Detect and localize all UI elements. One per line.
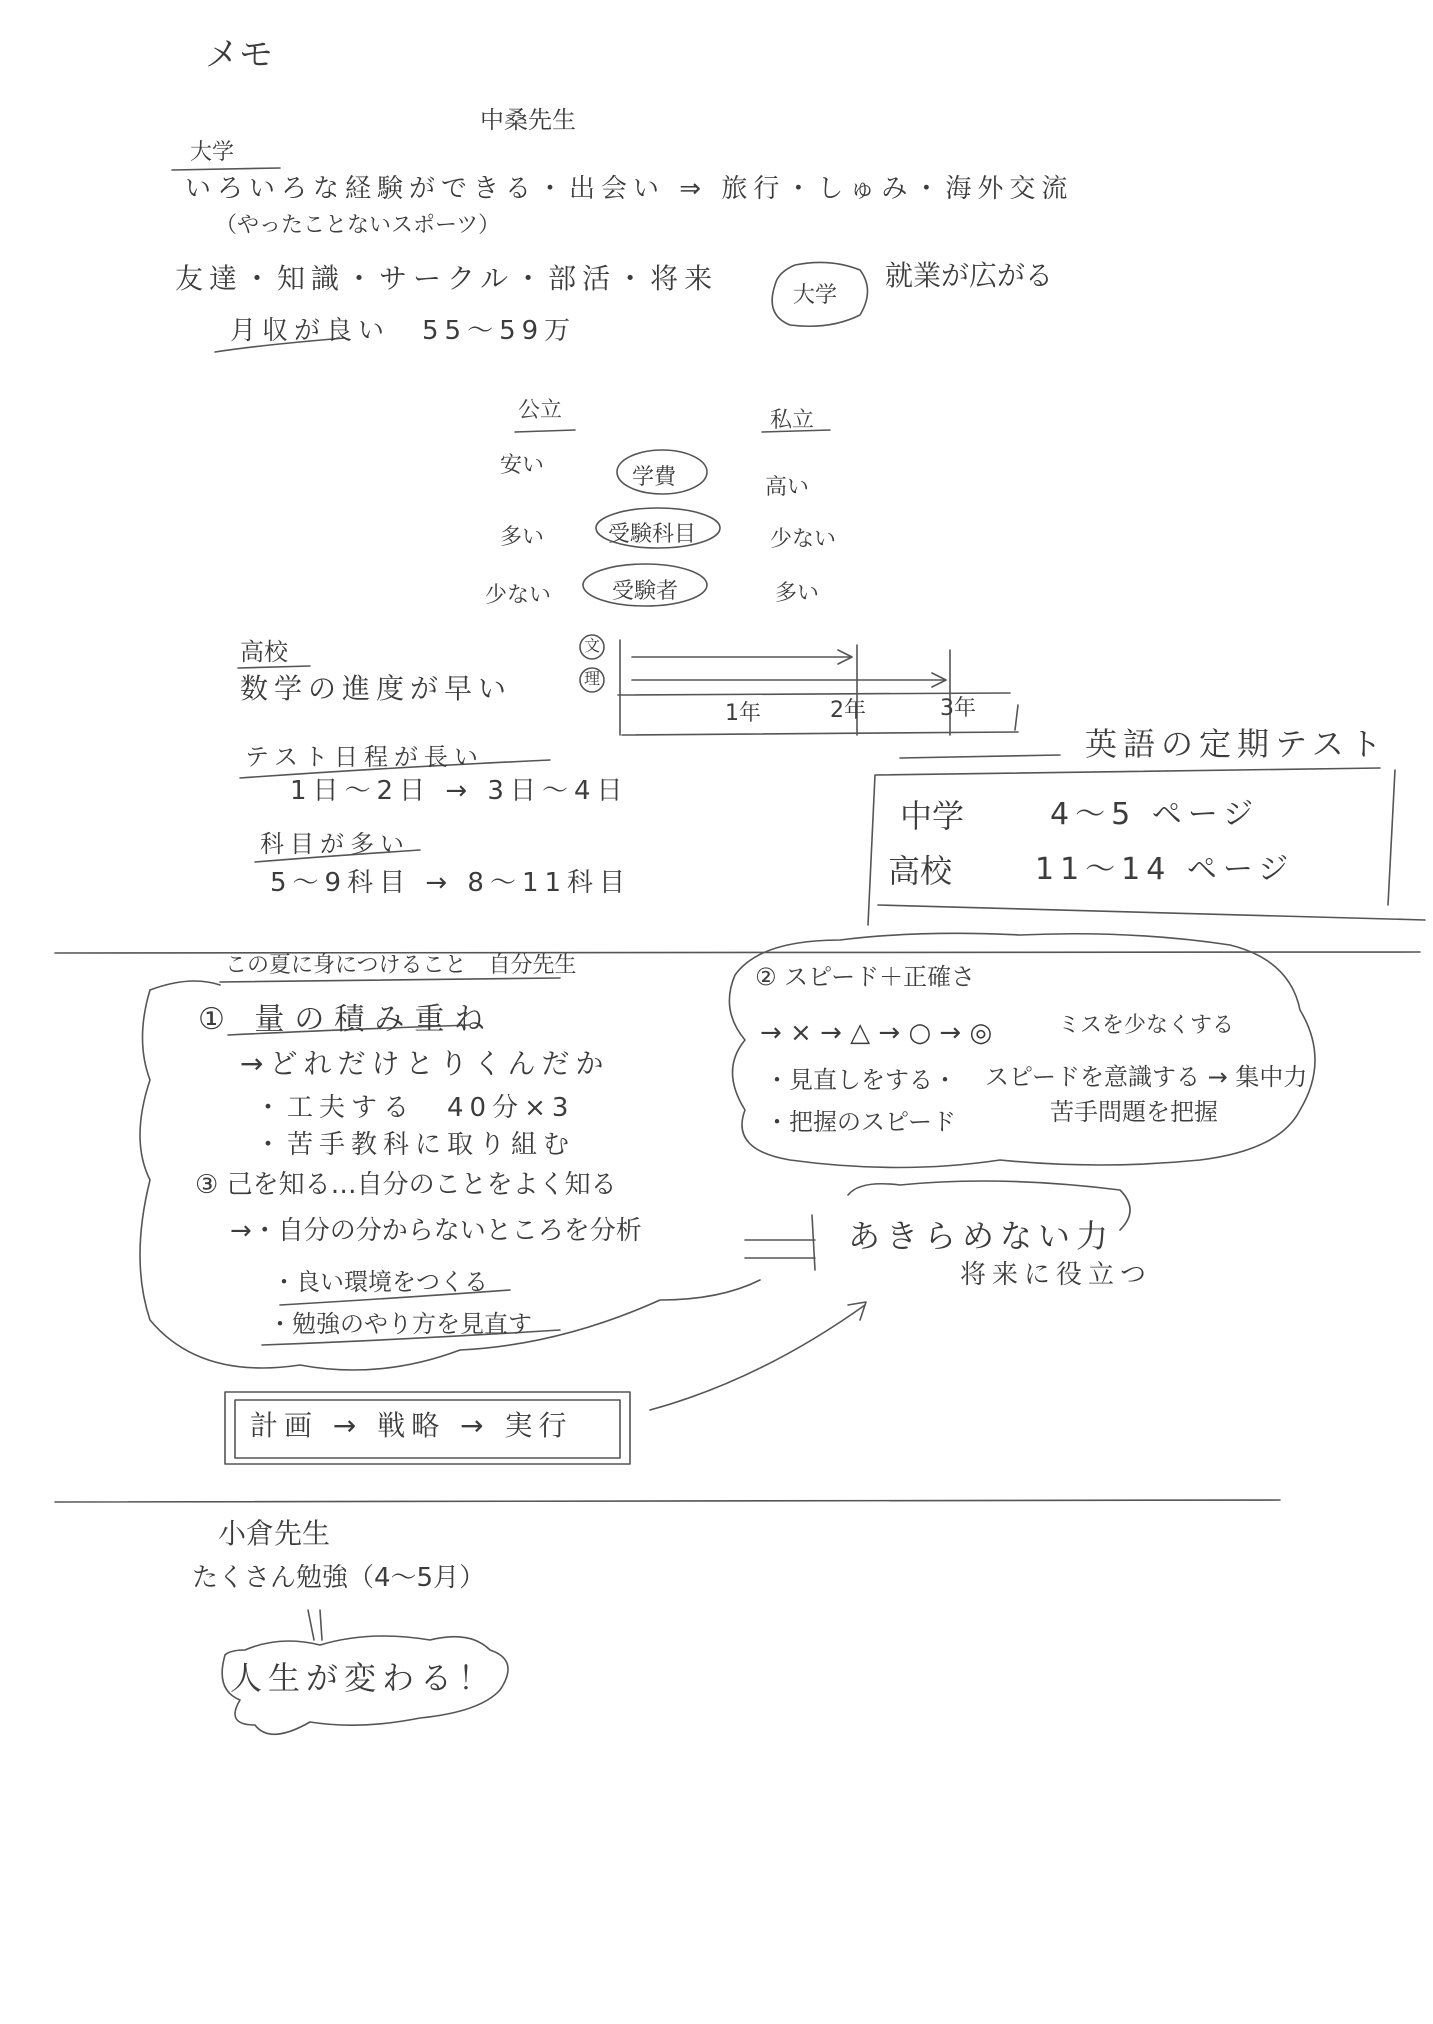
point-1-title: ① 量の積み重ね <box>198 1002 495 1037</box>
timeline-bottom <box>622 732 1018 735</box>
arrow-plan <box>650 1305 865 1410</box>
english-box <box>868 768 1425 925</box>
timeline-base <box>618 693 1010 695</box>
table-row-private-1: 高い <box>765 475 810 500</box>
result-text-2: 将来に役立つ <box>960 1260 1153 1290</box>
point-3-item-3: ・勉強のやり方を見直す <box>268 1310 532 1338</box>
summer-heading: この夏に身につけること 自分先生 <box>225 953 577 978</box>
teacher-name-2: 小倉先生 <box>218 1517 331 1550</box>
table-private-header: 私立 <box>770 408 815 433</box>
point-1-item-1: ・工夫する 40分×3 <box>255 1093 575 1123</box>
page-title: メモ <box>205 35 273 75</box>
english-title-line <box>900 755 1060 758</box>
table-public-header: 公立 <box>518 398 563 423</box>
point-3-item-2: ・良い環境をつくる <box>272 1268 488 1296</box>
bubble-univ-label: 大学 <box>793 283 838 308</box>
underline-univ <box>172 168 280 170</box>
english-row-level-1: 中学 <box>900 797 965 835</box>
underline-public <box>515 430 575 432</box>
table-row-public-2: 多い <box>500 525 545 550</box>
double-arrow <box>745 1215 815 1270</box>
univ-heading: 大学 <box>190 140 235 165</box>
hs-line-5: 5〜9科目 → 8〜11科目 <box>270 868 632 898</box>
english-row-pages-2: 11〜14 ページ <box>1035 852 1295 887</box>
point-2-item-2: ・把握のスピード <box>765 1108 957 1136</box>
english-test-title: 英語の定期テスト <box>1085 725 1388 763</box>
hs-line-4: 科目が多い <box>260 830 410 858</box>
english-row-level-2: 高校 <box>888 852 953 890</box>
table-row-private-3: 多い <box>775 581 820 606</box>
english-row-pages-1: 4〜5 ページ <box>1050 797 1260 832</box>
table-row-private-2: 少ない <box>770 527 837 552</box>
timeline-year-2: 2年 <box>830 698 866 723</box>
table-row-item-2: 受験科目 <box>608 522 697 547</box>
point-2-line: → × → △ → ○ → ◎ <box>760 1018 993 1048</box>
arrow-down <box>308 1610 322 1640</box>
bubble-univ-text: 就業が広がる <box>885 259 1054 292</box>
teacher-name-1: 中桑先生 <box>480 106 576 134</box>
table-row-item-3: 受験者 <box>612 579 679 604</box>
underline-summer <box>220 978 560 982</box>
timeline-year-1: 1年 <box>725 701 761 726</box>
point-1-item-2: ・苦手教科に取り組む <box>255 1130 576 1160</box>
table-row-item-1: 学費 <box>632 465 677 490</box>
univ-line-3: 月収が良い 55〜59万 <box>230 316 577 346</box>
table-row-public-1: 安い <box>500 453 545 478</box>
point-3-item-1: →・自分の分からないところを分析 <box>230 1216 642 1246</box>
timeline-label-ri: 理 <box>584 669 601 688</box>
point-2-item-1: ・見直しをする・ <box>765 1066 957 1094</box>
section3-bubble-text: 人生が変わる！ <box>230 1659 497 1697</box>
hs-heading: 高校 <box>240 638 288 666</box>
hs-line-2: テスト日程が長い <box>245 743 485 771</box>
section3-line-1: たくさん勉強（4〜5月） <box>192 1563 486 1593</box>
timeline-label-bun: 文 <box>584 636 601 655</box>
point-2-title: ② スピード＋正確さ <box>755 963 976 991</box>
hs-line-3: 1日〜2日 → 3日〜4日 <box>290 776 629 806</box>
point-2-right-3: 苦手問題を把握 <box>1050 1098 1218 1126</box>
plan-box-text: 計画 → 戦略 → 実行 <box>250 1409 573 1442</box>
univ-line-2: 友達・知識・サークル・部活・将来 <box>175 262 719 295</box>
underline-hs <box>238 666 310 668</box>
timeline-year-3: 3年 <box>940 696 976 721</box>
point-2-right-2: スピードを意識する → 集中力 <box>985 1063 1308 1091</box>
point-1-sub: →どれだけとりくんだか <box>240 1047 610 1080</box>
univ-line-1-sub: （やったことないスポーツ） <box>215 213 501 238</box>
point-2-right-1: ミスを少なくする <box>1058 1013 1235 1038</box>
result-text-1: あきらめない力 <box>848 1217 1115 1255</box>
point-3-title: ③ 己を知る…自分のことをよく知る <box>195 1170 617 1200</box>
hs-line-1: 数学の進度が早い <box>240 672 513 705</box>
separator-2 <box>55 1500 1280 1502</box>
table-row-public-3: 少ない <box>485 583 552 608</box>
timeline-tick-end <box>1015 705 1018 730</box>
univ-line-1: いろいろな経験ができる・出会い ⇒ 旅行・しゅみ・海外交流 <box>185 174 1074 204</box>
